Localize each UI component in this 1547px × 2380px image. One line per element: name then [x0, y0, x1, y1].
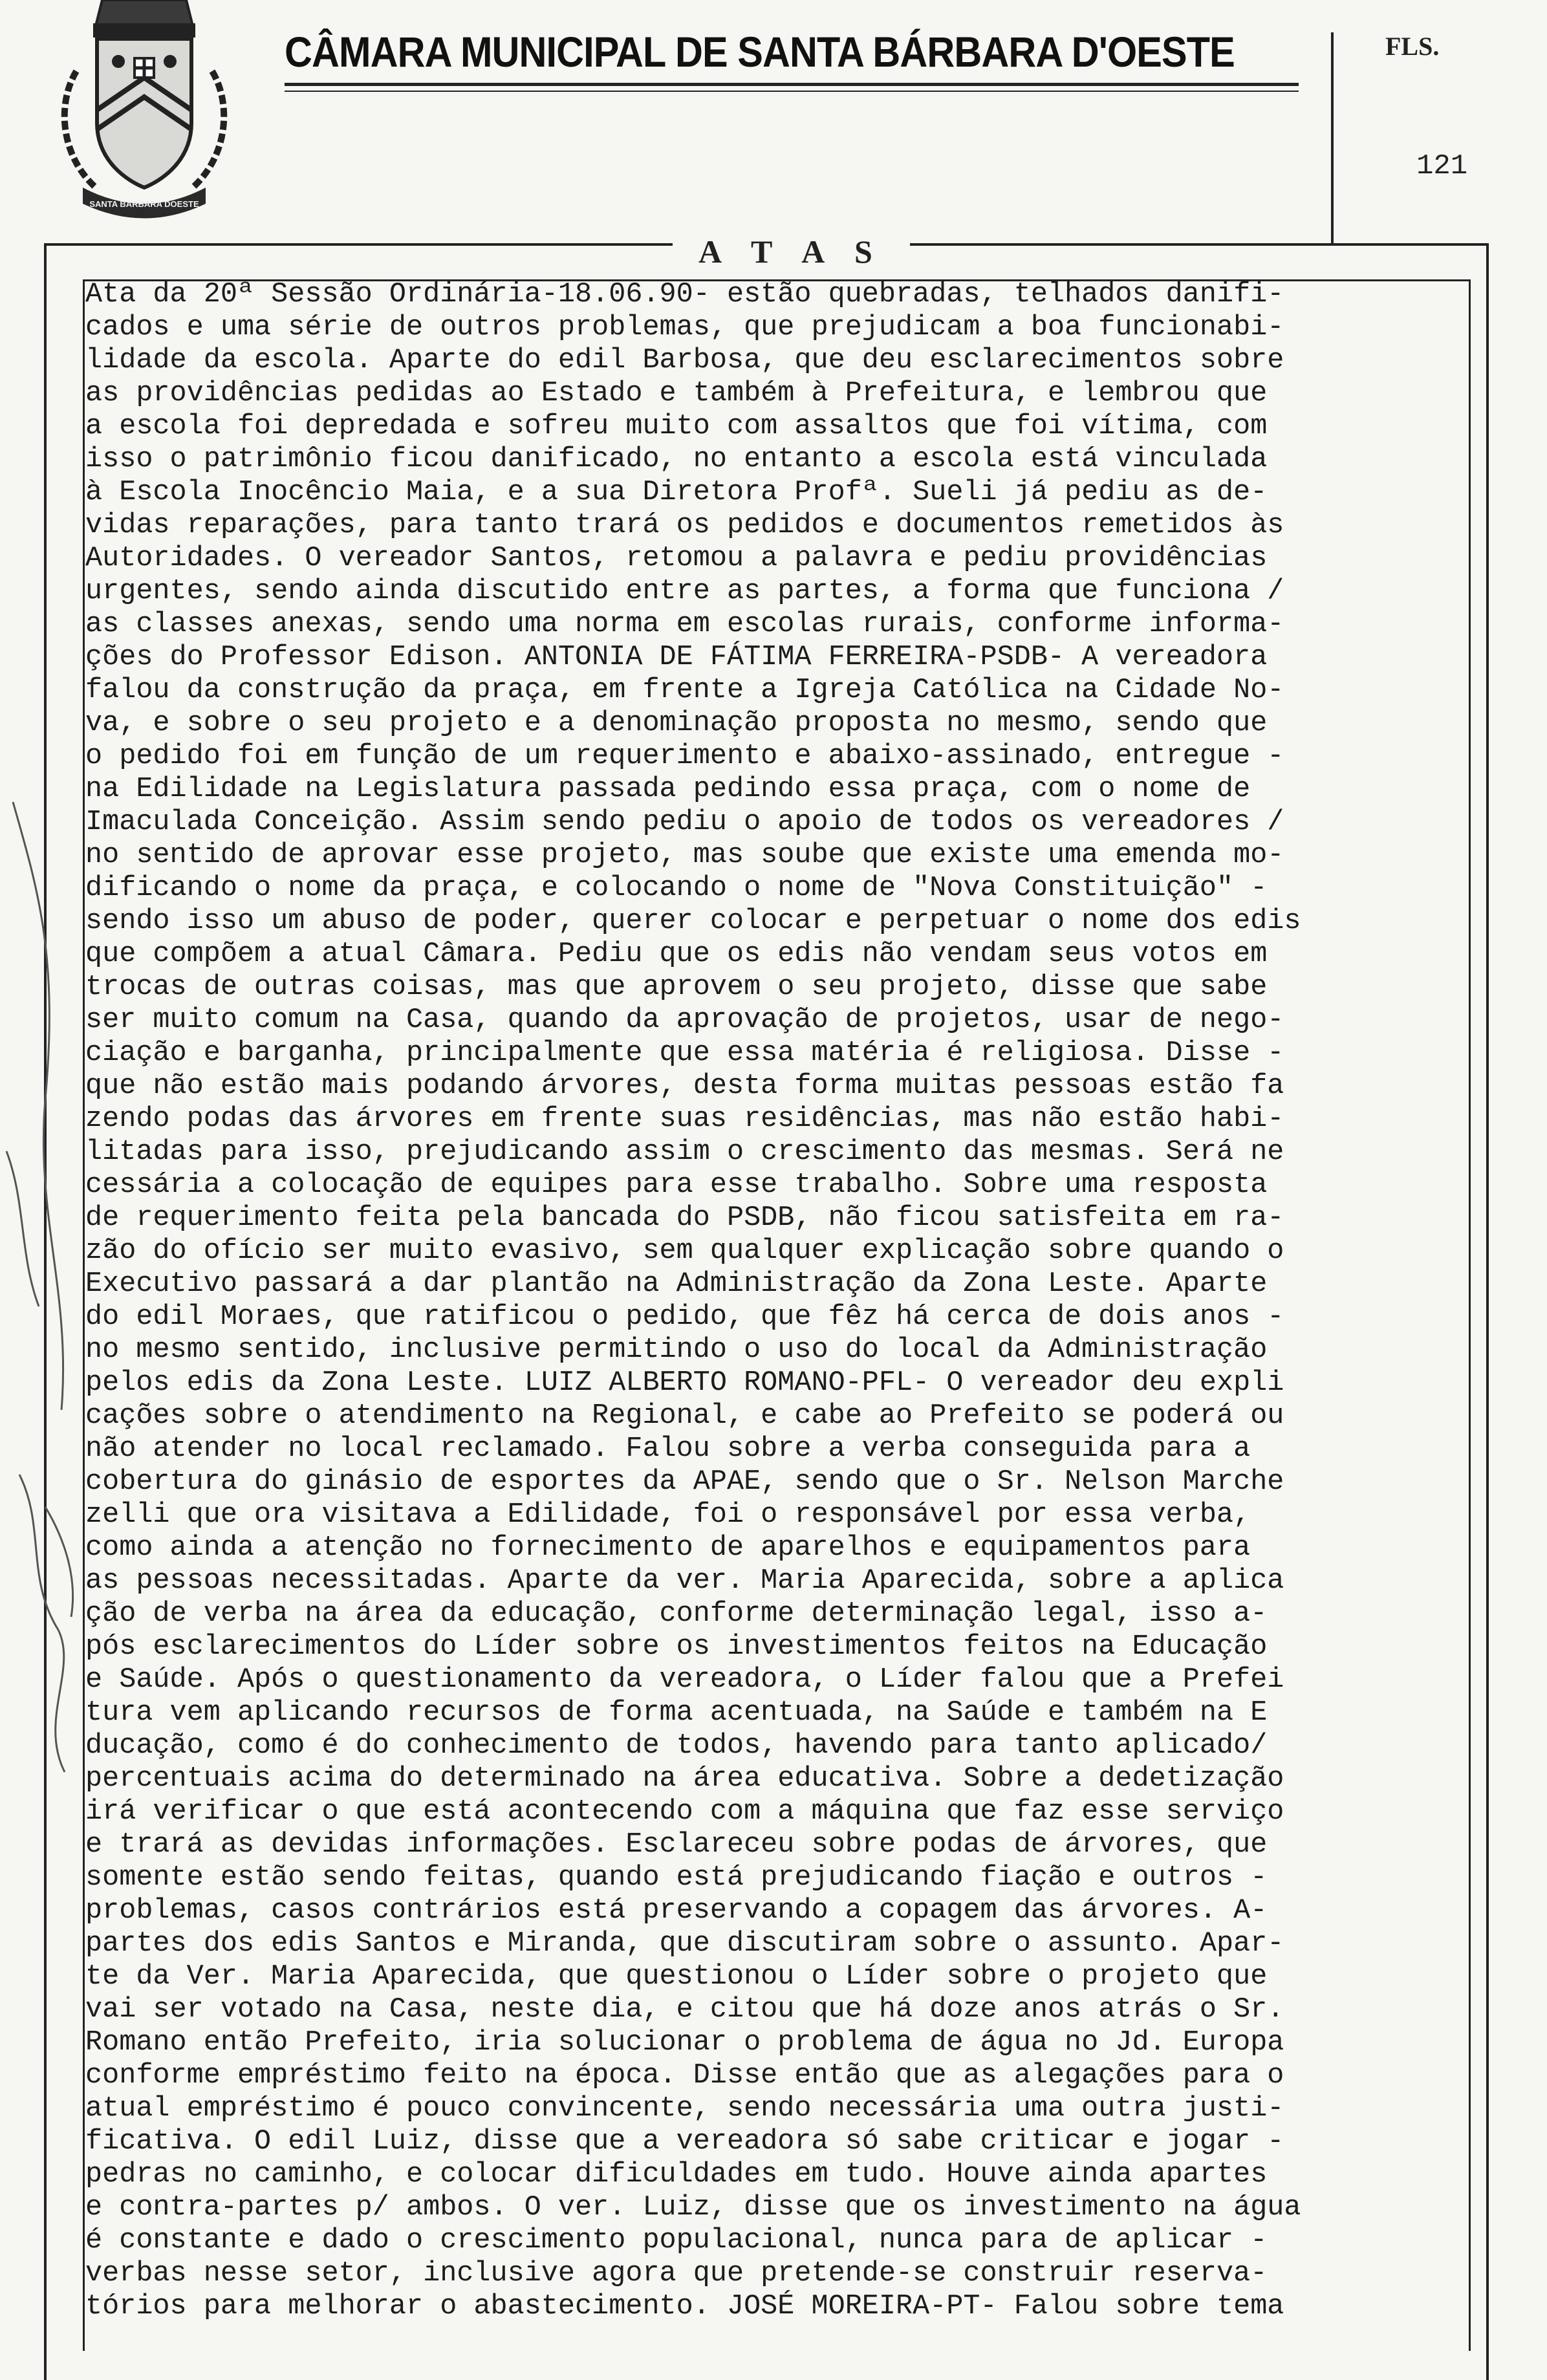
minutes-line: vidas reparações, para tanto trará os pedidos e documentos remetidos às — [85, 510, 1284, 541]
minutes-line: cados e uma série de outros problemas, que prejudicam a boa funcionabi- — [85, 312, 1284, 343]
minutes-line: na Edilidade na Legislatura passada pedindo essa praça, com o nome de — [85, 774, 1251, 805]
minutes-line: as classes anexas, sendo uma norma em escolas rurais, conforme informa- — [85, 609, 1284, 640]
minutes-line: Imaculada Conceição. Assim sendo pediu o apoio de todos os vereadores / — [85, 806, 1284, 838]
minutes-line: urgentes, sendo ainda discutido entre as partes, a forma que funciona / — [85, 576, 1284, 607]
minutes-line: e trará as devidas informações. Esclareceu sobre podas de árvores, que — [85, 1829, 1268, 1861]
minutes-line: conforme empréstimo feito na época. Disse então que as alegações para o — [85, 2060, 1284, 2092]
minutes-line: irá verificar o que está acontecendo com a máquina que faz esse serviço — [85, 1796, 1284, 1828]
minutes-line: sendo isso um abuso de poder, querer colocar e perpetuar o nome dos edis — [85, 905, 1301, 937]
minutes-line: Romano então Prefeito, iria solucionar o problema de água no Jd. Europa — [85, 2027, 1284, 2059]
minutes-line: e contra-partes p/ ambos. O ver. Luiz, disse que os investimento na água — [85, 2192, 1301, 2223]
title-rule — [285, 83, 1299, 86]
minutes-line: Autoridades. O vereador Santos, retomou a palavra e pediu providências — [85, 543, 1268, 574]
minutes-line: litadas para isso, prejudicando assim o crescimento das mesmas. Será ne — [85, 1136, 1284, 1168]
minutes-line: trocas de outras coisas, mas que aprovem o seu projeto, disse que sabe — [85, 971, 1268, 1003]
minutes-line: cobertura do ginásio de esportes da APAE, sendo que o Sr. Nelson Marche — [85, 1466, 1284, 1498]
minutes-line: pós esclarecimentos do Líder sobre os investimentos feitos na Educação — [85, 1631, 1268, 1663]
minutes-line: ciação e barganha, principalmente que essa matéria é religiosa. Disse - — [85, 1037, 1284, 1069]
municipal-coat-of-arms-icon — [50, 0, 238, 220]
minutes-line: à Escola Inocêncio Maia, e a sua Diretora Profª. Sueli já pediu as de- — [85, 477, 1268, 508]
minutes-line: partes dos edis Santos e Miranda, que discutiram sobre o assunto. Apar- — [85, 1928, 1284, 1960]
minutes-line: ser muito comum na Casa, quando da aprovação de projetos, usar de nego- — [85, 1004, 1284, 1036]
minutes-line: Ata da 20ª Sessão Ordinária-18.06.90- estão quebradas, telhados danifi- — [85, 279, 1284, 310]
minutes-line: tórios para melhorar o abastecimento. JOSÉ MOREIRA-PT- Falou sobre tema — [85, 2291, 1284, 2322]
minutes-line: te da Ver. Maria Aparecida, que questionou o Líder sobre o projeto que — [85, 1961, 1268, 1993]
minutes-line: ficativa. O edil Luiz, disse que a vereadora só sabe criticar e jogar - — [85, 2126, 1284, 2158]
minutes-line: não atender no local reclamado. Falou sobre a verba conseguida para a — [85, 1433, 1251, 1465]
minutes-line: as providências pedidas ao Estado e também à Prefeitura, e lembrou que — [85, 378, 1268, 409]
minutes-line: falou da construção da praça, em frente a Igreja Católica na Cidade No- — [85, 675, 1284, 706]
minutes-body — [85, 278, 1476, 2323]
minutes-line: va, e sobre o seu projeto e a denominação proposta no mesmo, sendo que — [85, 708, 1268, 739]
minutes-line: zão do ofício ser muito evasivo, sem qualquer explicação sobre quando o — [85, 1235, 1284, 1267]
minutes-line: as pessoas necessitadas. Aparte da ver. Maria Aparecida, sobre a aplica — [85, 1565, 1284, 1597]
minutes-line: ducação, como é do conhecimento de todos, havendo para tanto aplicado/ — [85, 1730, 1268, 1762]
minutes-line: somente estão sendo feitas, quando está prejudicando fiação e outros - — [85, 1862, 1268, 1894]
minutes-line: que não estão mais podando árvores, desta forma muitas pessoas estão fa — [85, 1070, 1284, 1102]
minutes-line: dificando o nome da praça, e colocando o nome de "Nova Constituição" - — [85, 872, 1268, 904]
minutes-line: cações sobre o atendimento na Regional, e cabe ao Prefeito se poderá ou — [85, 1400, 1284, 1432]
minutes-line: Executivo passará a dar plantão na Administração da Zona Leste. Aparte — [85, 1268, 1268, 1300]
minutes-line: percentuais acima do determinado na área educativa. Sobre a dedetização — [85, 1763, 1284, 1795]
minutes-line: cessária a colocação de equipes para esse trabalho. Sobre uma resposta — [85, 1169, 1268, 1201]
minutes-line: no mesmo sentido, inclusive permitindo o uso do local da Administração — [85, 1334, 1268, 1366]
minutes-line: zendo podas das árvores em frente suas residências, mas não estão habi- — [85, 1103, 1284, 1135]
minutes-line: pedras no caminho, e colocar dificuldades em tudo. Houve ainda apartes — [85, 2159, 1268, 2191]
minutes-line: atual empréstimo é pouco convincente, sendo necessária uma outra justi- — [85, 2093, 1284, 2125]
minutes-line: isso o patrimônio ficou danificado, no entanto a escola está vinculada — [85, 444, 1268, 475]
minutes-line: que compõem a atual Câmara. Pediu que os edis não vendam seus votos em — [85, 938, 1268, 970]
minutes-line: vai ser votado na Casa, neste dia, e citou que há doze anos atrás o Sr. — [85, 1994, 1284, 2026]
minutes-line: como ainda a atenção no fornecimento de aparelhos e equipamentos para — [85, 1532, 1251, 1564]
minutes-line: lidade da escola. Aparte do edil Barbosa, que deu esclarecimentos sobre — [85, 345, 1284, 376]
minutes-line: problemas, casos contrários está preservando a copagem das árvores. A- — [85, 1895, 1268, 1927]
minutes-line: tura vem aplicando recursos de forma acentuada, na Saúde e também na E — [85, 1697, 1268, 1729]
minutes-line: ção de verba na área da educação, conforme determinação legal, isso a- — [85, 1598, 1268, 1630]
minutes-line: pelos edis da Zona Leste. LUIZ ALBERTO ROMANO-PFL- O vereador deu expli — [85, 1367, 1284, 1399]
minutes-line: o pedido foi em função de um requerimento e abaixo-assinado, entregue - — [85, 741, 1284, 772]
title-rule-thin — [285, 91, 1299, 92]
minutes-line: zelli que ora visitava a Edilidade, foi o responsável por essa verba, — [85, 1499, 1251, 1531]
minutes-line: no sentido de aprovar esse projeto, mas soube que existe uma emenda mo- — [85, 839, 1284, 871]
section-heading: A T A S — [673, 233, 910, 270]
minutes-line: a escola foi depredada e sofreu muito com assaltos que foi vítima, com — [85, 411, 1268, 442]
minutes-line: e Saúde. Após o questionamento da vereadora, o Líder falou que a Prefei — [85, 1664, 1284, 1696]
minutes-line: verbas nesse setor, inclusive agora que pretende-se construir reserva- — [85, 2258, 1268, 2289]
minutes-line: do edil Moraes, que ratificou o pedido, que fêz há cerca de dois anos - — [85, 1301, 1284, 1333]
minutes-line: ções do Professor Edison. ANTONIA DE FÁTIMA FERREIRA-PSDB- A vereadora — [85, 642, 1268, 673]
margin-signature-mark — [0, 763, 97, 1798]
fls-label: FLS. — [1385, 32, 1440, 61]
minutes-line: é constante e dado o crescimento populacional, nunca para de aplicar - — [85, 2225, 1268, 2256]
institution-title: CÂMARA MUNICIPAL DE SANTA BÁRBARA D'OESTE — [285, 28, 1235, 76]
header-divider — [1331, 32, 1334, 246]
svg-text:SANTA BARBARA DOESTE: SANTA BARBARA DOESTE — [89, 199, 199, 209]
page-number: 121 — [1416, 150, 1468, 182]
minutes-line: de requerimento feita pela bancada do PSDB, não ficou satisfeita em ra- — [85, 1202, 1284, 1234]
